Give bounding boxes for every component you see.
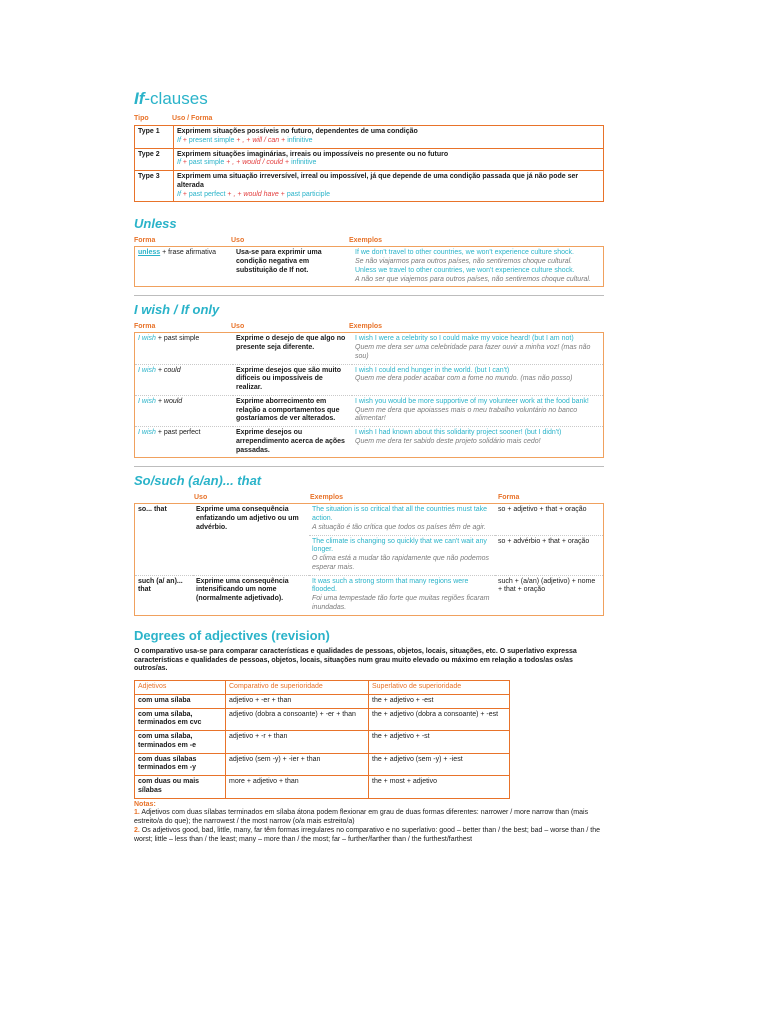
wish-header: Forma Uso Exemplos bbox=[134, 322, 383, 330]
table-row: I wish + would Exprime aborrecimento em relação a comportamentos que gostaríamos de ver alterados. I wish you would be more supportive of my volunteer work at the food bank! Quem me dera que apoiasses mais o meu trabalho voluntário no banco alimentar! bbox=[135, 395, 604, 426]
table-row: com duas ou mais sílabas more + adjetivo + than the + most + adjetivo bbox=[135, 776, 510, 799]
table-row: I wish + past simple Exprime o desejo de que algo no presente seja diferente. I wish I were a celebrity so I could make my voice heard! (but I am not) Quem me dera ser uma celebridade para fazer ouvir a minha voz! (mas não sou) bbox=[135, 333, 604, 364]
if-clauses-title: If-clauses bbox=[134, 89, 208, 108]
unless-header: Forma Uso Exemplos bbox=[134, 236, 383, 244]
document-page bbox=[134, 88, 604, 844]
table-row: com uma sílaba, terminados em cvc adjetivo (dobra a consoante) + -er + than the + adjetivo (dobra a consoante) + -est bbox=[135, 708, 510, 731]
table-row: Type 1 Exprimem situações possíveis no futuro, dependentes de uma condição If + present simple + , + will / can + infinitive bbox=[135, 126, 604, 149]
table-row: I wish + could Exprime desejos que são muito difíceis ou impossíveis de realizar. I wish I could end hunger in the world. (but I can't) Quem me dera poder acabar com a fome no mundo. (mas não posso) bbox=[135, 364, 604, 395]
table-row: such (a/ an)... that Exprime uma consequência intensificando um nome (normalmente adjetivado). It was such a strong storm that many regions were flooded. Foi uma tempestade tão forte que muitas regiões ficaram inundadas. such + (a/an) (adjetivo) + nome + that + oração bbox=[135, 575, 604, 615]
sosuch-header: Uso Exemplos Forma bbox=[194, 493, 520, 501]
degrees-intro: O comparativo usa-se para comparar características e qualidades de pessoas, objetos, locais, situações, etc. O superlativo expressa características e qualidades de pessoas, objetos, locais, situações num grau muito elevado ou máximo em relação a todos/as os/as outros/as. bbox=[134, 647, 577, 673]
if-clauses-table bbox=[134, 125, 604, 202]
table-row: I wish + past perfect Exprime desejos ou arrependimento acerca de ações passadas. I wish I had known about this solidarity project sooner! (but I didn't) Quem me dera ter sabido deste projeto solidário mais cedo! bbox=[135, 427, 604, 458]
table-row: unless + frase afirmativa Usa-se para exprimir uma condição negativa em substituição de If not. If we don't travel to other countries, we won't experience culture shock. Se não viajarmos para outros países, não sentiremos choque cultural. Unless we travel to other countries, we won't experience culture shock. A não ser que viajemos para outros países, não sentiremos choque cultural. bbox=[135, 247, 604, 287]
table-row: com uma sílaba adjetivo + -er + than the + adjetivo + -est bbox=[135, 694, 510, 708]
unless-title: Unless bbox=[134, 216, 177, 232]
wish-table bbox=[134, 332, 604, 458]
divider bbox=[134, 295, 604, 296]
table-row: Type 3 Exprimem uma situação irreversível, irreal ou impossível, já que depende de uma condição passada que já não pode ser alterada If + past perfect + , + would have + past participle bbox=[135, 171, 604, 202]
if-table-header: Tipo Uso / Forma bbox=[134, 115, 213, 123]
unless-table bbox=[134, 246, 604, 287]
notes: Notas: 1. Adjetivos com duas sílabas terminados em sílaba átona podem flexionar em grau de duas formas diferentes: narrower / more narrow than (mais estreito/a do que); the narrowest / the most narrow (o/a mais estreito/a) 2. Os adjetivos good, bad, little, many, far têm formas irregulares no comparativo e no superlativo: good – better than / the best; bad – worse than / the worst; little – less than / the least; many – more than / the most; far – further/farther than / the furthest/farthest bbox=[134, 800, 601, 843]
table-row: com uma sílaba, terminados em -e adjetivo + -r + than the + adjetivo + -st bbox=[135, 731, 510, 754]
table-row: The climate is changing so quickly that we can't wait any longer. O clima está a mudar tão rapidamente que não podemos esperar mais. so + advérbio + that + oração bbox=[135, 535, 604, 575]
table-row: com duas sílabas terminados em -y adjetivo (sem -y) + -ier + than the + adjetivo (sem -y) + -iest bbox=[135, 753, 510, 776]
degrees-table bbox=[134, 680, 510, 799]
wish-title: I wish / If only bbox=[134, 302, 220, 318]
sosuch-table bbox=[134, 503, 604, 615]
sosuch-title: So/such (a/an)... that bbox=[134, 473, 262, 489]
table-row: Type 2 Exprimem situações imaginárias, irreais ou impossíveis no presente ou no futuro If + past simple + , + would / could + infinitive bbox=[135, 148, 604, 171]
degrees-title: Degrees of adjectives (revision) bbox=[134, 627, 330, 643]
table-header-row: Adjetivos Comparativo de superioridade Superlativo de superioridade bbox=[135, 681, 510, 695]
table-row: so... that Exprime uma consequência enfatizando um adjetivo ou um advérbio. The situation is so critical that all the countries must take action. A situação é tão crítica que todos os países têm de agir. so + adjetivo + that + oração bbox=[135, 504, 604, 535]
divider bbox=[134, 466, 604, 467]
